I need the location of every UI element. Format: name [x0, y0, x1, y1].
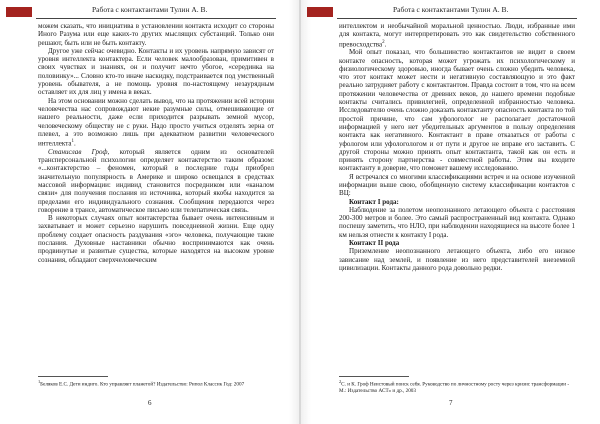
- footnote: [339, 379, 571, 395]
- page-number: 7: [449, 399, 453, 407]
- header-rule: [337, 18, 577, 19]
- paragraph: [38, 148, 274, 214]
- paragraph-text: На этом основании можно сделать вывод, что на протяжении всей истории человечества нас сопровождают некие разумные силы, отмешивающие от нашего реальности, даже если приходится разрывать земной мусор, человеческому обществу не с руки. Надо просто учиться отделять зерна от плевел, а это возможно лишь при адекватном развитии человеческого интеллекта: [38, 96, 274, 148]
- footnote-text: С. и К. Гроф Неистовый поиск себя. Руководство по личностному росту через кризис трансформации - М.: Издательство АСТ» и др., 2003: [339, 381, 570, 395]
- header-rule: [36, 18, 276, 19]
- body-text: [38, 22, 274, 264]
- section-heading: Контакт II рода: [349, 239, 400, 248]
- running-header: Работа с контактантами Тулин А. В.: [92, 5, 208, 14]
- footnote-text: Беляков Е.С. Дети индиго. Кто управляет планетой? Издательство: Рипол Классик Год: 2007: [40, 381, 245, 388]
- paragraph: Приземление неопознанного летающего объекта, либо его низкое зависание над землей, и появление из него представителей внеземной цивилизации. Контакты данного рода довольно редки.: [339, 247, 575, 272]
- footnote-marker: 2: [339, 379, 342, 384]
- paragraph: можем сказать, что инициатива в установлении контакта исходит со стороны Иного Разума или еще каких-то других мыслящих субстанций. Только они решают, быть или не быть контакту.: [38, 22, 274, 47]
- paragraph: Мой опыт показал, что большинство контактантов не видит в своем контакте опасность, которая может угрожать их психологическому и физиологическому здоровью, иногда бывает очень сложно убедить человека, что этот контакт может нести и негативную составляющую и это факт реально затрудняет работу с контактантом. Правда состоит в том, что на всем протяжении человечества от древних веков, до нашего времени подобные контакты считались привилегией, определенной избранностью человека. Исследователю очень сложно доказать контактанту опасность контакта по той простой причине, что сам уфологолог не располагает достаточной информацией у него нет убедительных аргументов в пользу определения контакта как негативного. Контактант в праве отказаться от работы с уфологом или уфологологом и от пути и другое не вправе его заставить. С другой стороны можно принять опыт контактанта, такой как он есть и принять сторону партнерства - совместной работы. Этим вы входите контактанту в доверие, что поможет вашему исследованию.: [339, 48, 575, 173]
- spine-shadow: [301, 0, 311, 424]
- header-accent-bar: [6, 7, 32, 17]
- paragraph: Другое уже сейчас очевидно. Контакты и их уровень напрямую зависят от уровня интеллекта контактера. Если человек малообразован, примитивен в своих чувствах и знаниях, он и получит нечто убогое, «серединка на половинку»... Словно кто-то иначе наскидку, подстраивается под умственный уровень обывателя, а не помощь уровня по-настоящему незаурядным оставляет их для лиц у имена в веках.: [38, 46, 274, 97]
- section-heading: Контакт I рода:: [349, 197, 399, 206]
- footnote: [38, 379, 270, 388]
- right-page: [301, 0, 600, 424]
- paragraph-text: , который является одним из основателей трансперсональной психологии определяет контактерство таким образом: «...контактерство – феномен, который в последние годы приобрел значительную популярность в Америке и широко освещался в средствах массовой информации: индивид становится посредником или «каналом связи» для получения послания из источника, который якобы находится за пределами его индивидуального сознания. Сообщения передаются через говорение в трансе, автоматическое письмо или телепатическая связь.: [38, 147, 274, 214]
- footnote-rule: [38, 376, 108, 377]
- paragraph-text: интеллектом и необычайной моральной ценностью. Люди, избранные ими для контакта, могут интерпретировать это как свидетельство собственного превосходства: [339, 22, 575, 48]
- running-header: Работа с контактантами Тулин А. В.: [393, 5, 509, 14]
- spine-shadow: [289, 0, 299, 424]
- paragraph: На этом основании можно сделать вывод, что на протяжении всей истории человечества нас сопровождают некие разумные силы, отмешивающие от нашего реальности, даже если приходится разрывать земной мусор, человеческому обществу не с руки. Надо просто учиться отделять зерна от плевел, а это возможно лишь при адекватном развитии человеческого интеллекта$^1$.: [38, 96, 274, 148]
- body-text: [339, 22, 575, 272]
- paragraph: интеллектом и необычайной моральной ценностью. Люди, избранные ими для контакта, могут интерпретировать это как свидетельство собственного превосходства$^2$.: [339, 22, 575, 48]
- footnote-ref: 2: [382, 39, 385, 45]
- footnote-ref: 1: [71, 139, 75, 145]
- page-number: 6: [148, 399, 152, 407]
- paragraph: Наблюдение за полетом неопознанного летающего объекта с расстояния 200-300 метров и более. Это самый распространенный вид контакта. Однако поспешу заметить, что НЛО, при наблюдении находящиеся на высоте более 1 км нельзя отнести к контакту I рода.: [339, 205, 575, 239]
- paragraph: В некоторых случаях опыт контактерства бывает очень интенсивным и захватывает и может серьезно нарушить повседневной жизни. Еще одну проблему создает опасность раздувания «эго» человека, получающие такие послания. Духовные наставники обычно воспринимаются как очень продвинутые и развитые существа, которые находятся на высоком уровне сознания, обладают сверхчеловеческим: [38, 214, 274, 264]
- author-name: Станислав Гроф: [48, 147, 108, 156]
- footnote-rule: [339, 376, 409, 377]
- left-page: [0, 0, 299, 424]
- paragraph: Я встречался со многими классификациями встреч и на основе изученной информации выше свою, обобщенную систему классификации контактов с ВЦ:: [339, 172, 575, 198]
- footnote-marker: 1: [38, 379, 41, 384]
